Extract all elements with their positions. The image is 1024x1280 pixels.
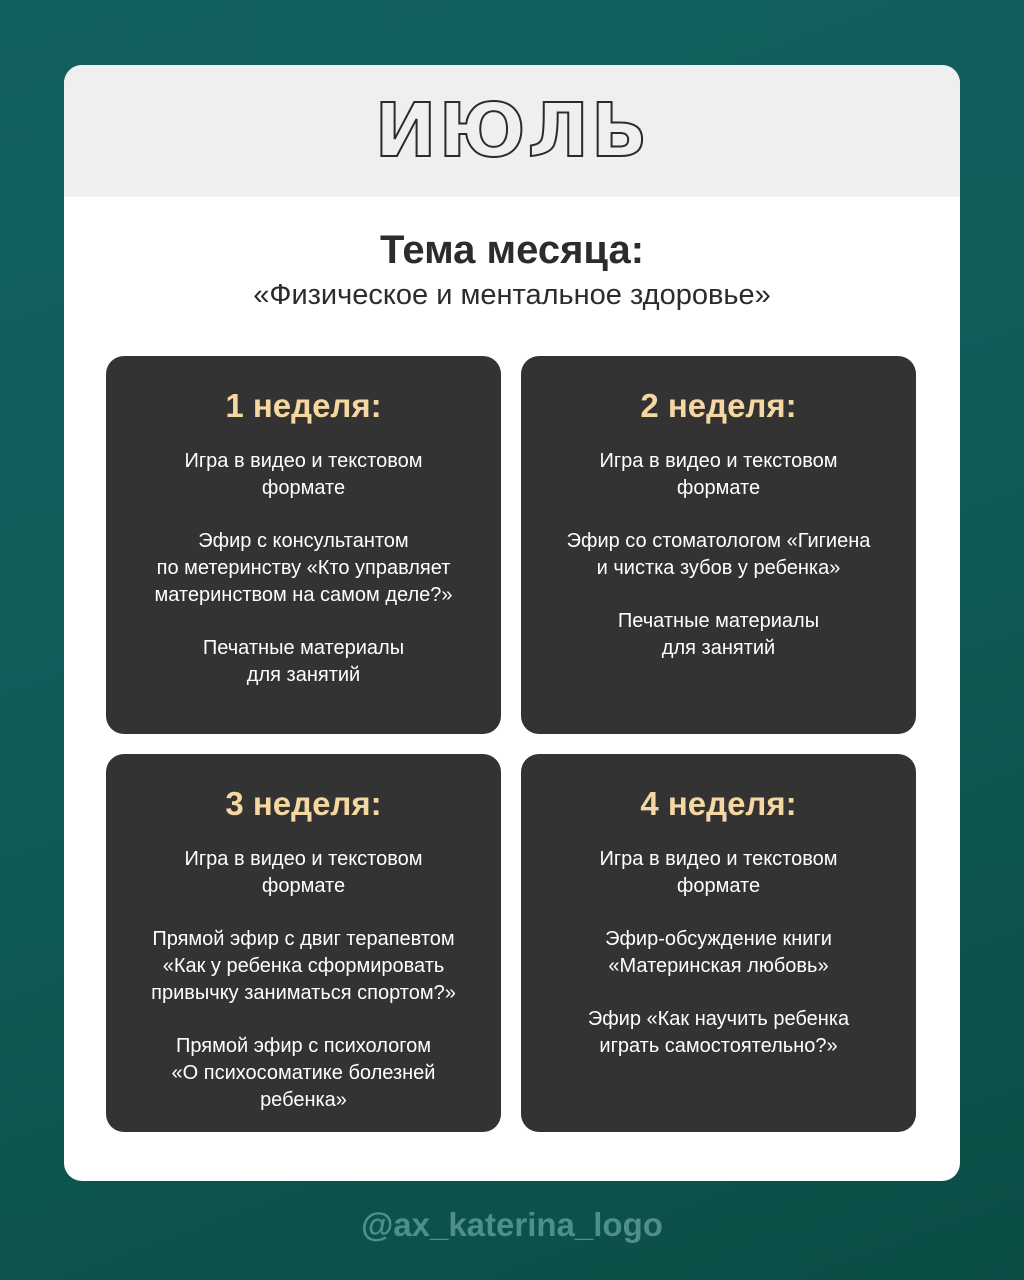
week-title: 2 неделя: <box>640 387 797 424</box>
week-item: Эфир «Как научить ребенка играть самостоятельно?» <box>587 1007 850 1057</box>
week-title: 3 неделя: <box>225 785 382 822</box>
theme-label: Тема месяца: <box>379 228 645 272</box>
month-card <box>64 65 960 1181</box>
week-item: Прямой эфир с двиг терапевтом «Как у ребенка сформировать привычку заниматься спортом?» <box>151 927 456 1004</box>
month-header <box>64 65 960 197</box>
week-item: Игра в видео и текстовом формате <box>184 449 423 499</box>
week-item: Игра в видео и текстовом формате <box>599 449 838 499</box>
week-item: Эфир-обсуждение книги «Материнская любовь» <box>605 927 832 977</box>
week-item: Прямой эфир с психологом «О психосоматике болезней ребенка» <box>171 1034 436 1111</box>
week-card-3 <box>106 754 501 1132</box>
week-item: Эфир со стоматологом «Гигиена и чистка зубов у ребенка» <box>566 529 871 579</box>
week-card-4 <box>521 754 916 1132</box>
week-title: 4 неделя: <box>640 785 797 822</box>
week-item: Печатные материалы для занятий <box>202 636 405 686</box>
week-title: 1 неделя: <box>225 387 382 424</box>
theme-block <box>64 227 960 312</box>
week-card-1 <box>106 356 501 734</box>
month-title: ИЮЛЬ <box>374 88 650 174</box>
week-item: Печатные материалы для занятий <box>617 609 820 659</box>
week-item: Игра в видео и текстовом формате <box>184 847 423 897</box>
week-item: Игра в видео и текстовом формате <box>599 847 838 897</box>
week-card-2 <box>521 356 916 734</box>
theme-value: «Физическое и ментальное здоровье» <box>253 279 771 311</box>
footer-handle: @ax_katerina_logo <box>361 1206 663 1243</box>
weeks-grid <box>106 356 916 1132</box>
week-item: Эфир с консультантом по метеринству «Кто управляет материнством на самом деле?» <box>154 529 453 606</box>
